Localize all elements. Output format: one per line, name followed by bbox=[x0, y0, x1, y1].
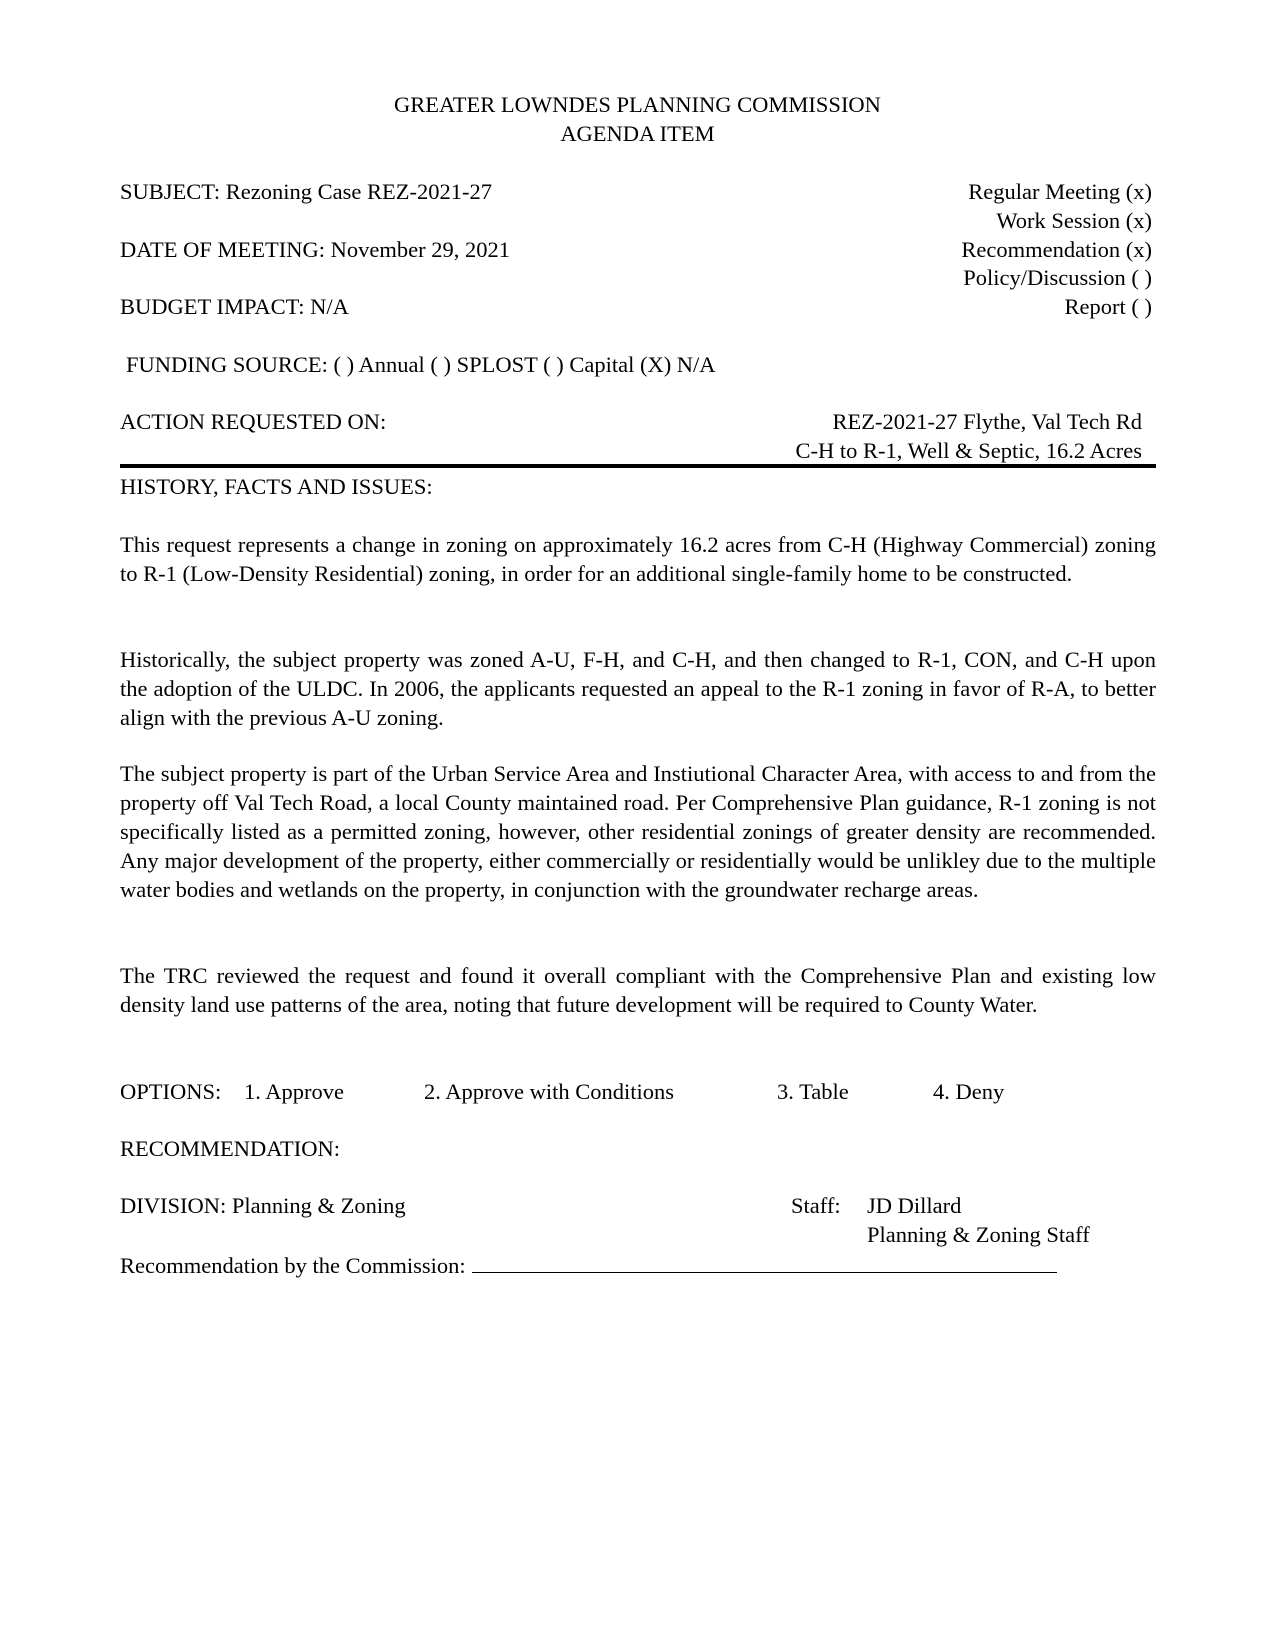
options-label: OPTIONS: bbox=[120, 1079, 222, 1104]
meeting-type-policy-discussion: Policy/Discussion ( ) bbox=[963, 265, 1152, 290]
staff-title: Planning & Zoning Staff bbox=[867, 1222, 1090, 1247]
meeting-type-recommendation: Recommendation (x) bbox=[961, 237, 1152, 262]
date-of-meeting-field: DATE OF MEETING: November 29, 2021 bbox=[120, 237, 510, 262]
staff-label: Staff: bbox=[791, 1193, 841, 1218]
action-requested-label: ACTION REQUESTED ON: bbox=[120, 409, 387, 434]
meeting-type-report: Report ( ) bbox=[1064, 294, 1152, 319]
option-approve-with-conditions: 2. Approve with Conditions bbox=[424, 1079, 675, 1104]
agenda-item-title: AGENDA ITEM bbox=[560, 121, 715, 146]
budget-impact-field: BUDGET IMPACT: N/A bbox=[120, 294, 349, 319]
commission-recommendation-line bbox=[120, 1250, 1057, 1280]
recommendation-label: RECOMMENDATION: bbox=[120, 1136, 341, 1161]
history-paragraph: This request represents a change in zoning on approximately 16.2 acres from C-H (Highway Commercial) zoning to R-1 (Low-Density Residential) zoning, in order for an additional single-family home to be constructed. bbox=[120, 532, 1156, 586]
funding-source-field: FUNDING SOURCE: ( ) Annual ( ) SPLOST ( ) Capital (X) N/A bbox=[126, 352, 716, 377]
meeting-type-work-session: Work Session (x) bbox=[996, 208, 1152, 233]
history-heading: HISTORY, FACTS AND ISSUES: bbox=[120, 474, 433, 499]
subject-field: SUBJECT: Rezoning Case REZ-2021-27 bbox=[120, 179, 492, 204]
org-title: GREATER LOWNDES PLANNING COMMISSION bbox=[394, 92, 881, 117]
option-deny: 4. Deny bbox=[933, 1079, 1005, 1104]
staff-name: JD Dillard bbox=[867, 1193, 962, 1218]
history-paragraph: The subject property is part of the Urban Service Area and Instiutional Character Area, with access to and from the property off Val Tech Road, a local County maintained road. Per Comprehensive Plan guidance, R-1 zoning is not specifically listed as a permitted zoning, however, other residential zonings of greater density are recommended. Any major development of the property, either commercially or residentially would be unlikley due to the multiple water bodies and wetlands on the property, in conjunction with the groundwater recharge areas. bbox=[120, 761, 1156, 902]
commission-recommendation-label: Recommendation by the Commission: bbox=[120, 1253, 466, 1278]
history-paragraph: The TRC reviewed the request and found it overall compliant with the Comprehensive Plan and existing low density land use patterns of the area, noting that future development will be required to County Water. bbox=[120, 963, 1156, 1017]
action-case-line: REZ-2021-27 Flythe, Val Tech Rd bbox=[832, 409, 1142, 434]
commission-recommendation-blank[interactable] bbox=[472, 1250, 1057, 1273]
division-field: DIVISION: Planning & Zoning bbox=[120, 1193, 406, 1218]
meeting-type-regular: Regular Meeting (x) bbox=[968, 179, 1152, 204]
option-table: 3. Table bbox=[777, 1079, 849, 1104]
section-divider bbox=[120, 464, 1156, 468]
action-zoning-line: C-H to R-1, Well & Septic, 16.2 Acres bbox=[795, 438, 1142, 463]
option-approve: 1. Approve bbox=[244, 1079, 344, 1104]
history-paragraph: Historically, the subject property was zoned A-U, F-H, and C-H, and then changed to R-1, CON, and C-H upon the adoption of the ULDC. In 2006, the applicants requested an appeal to the R-1 zoning in favor of R-A, to better align with the previous A-U zoning. bbox=[120, 647, 1156, 730]
